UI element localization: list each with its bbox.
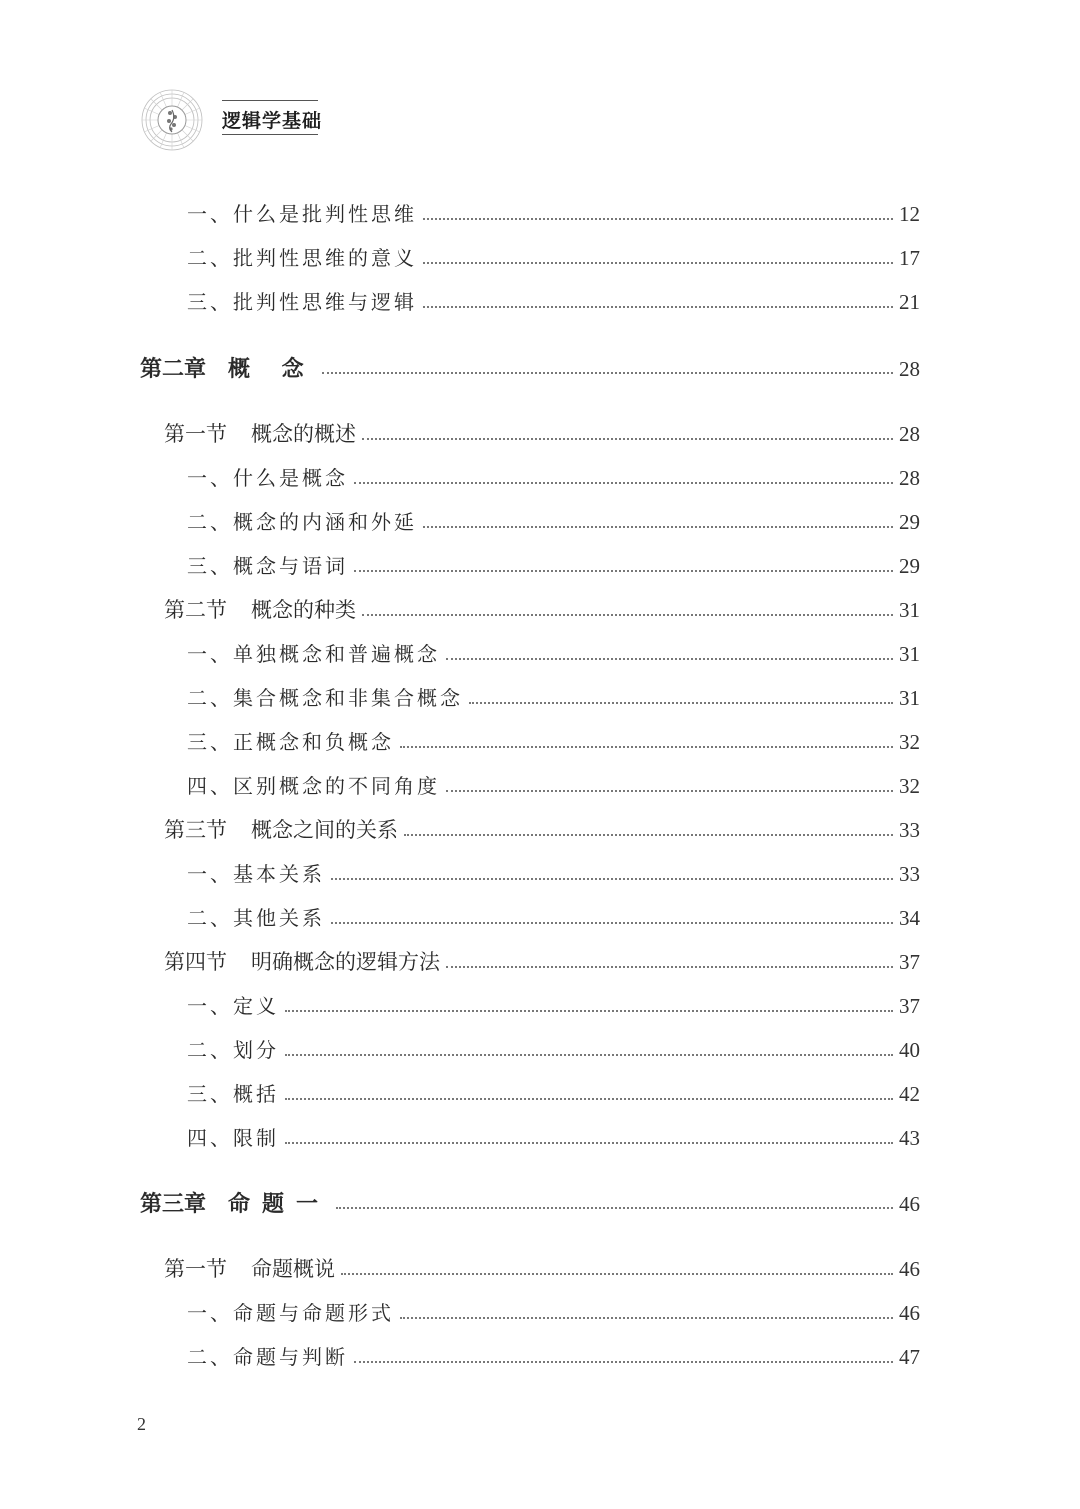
toc-chapter-entry[interactable] <box>140 352 920 386</box>
toc-entry-number: 第一节 <box>164 1257 227 1281</box>
toc-page-number: 21 <box>899 290 920 314</box>
toc-entry-label: 一、什么是批判性思维 <box>187 202 417 226</box>
toc-entry-title: 概念之间的关系 <box>251 818 398 842</box>
dot-leader <box>354 1361 893 1363</box>
toc-item-entry[interactable] <box>187 242 920 276</box>
dot-leader <box>331 878 893 880</box>
toc-entry-label: 二、命题与判断 <box>187 1345 348 1369</box>
toc-page-number: 31 <box>899 686 920 710</box>
dot-leader <box>285 1054 893 1056</box>
toc-item-entry[interactable] <box>187 462 920 496</box>
toc-item-entry[interactable] <box>187 198 920 232</box>
toc-entry-label: 一、什么是概念 <box>187 466 348 490</box>
toc-page-number: 28 <box>899 466 920 490</box>
toc-page-number: 43 <box>899 1126 920 1150</box>
dot-leader <box>285 1142 893 1144</box>
dot-leader <box>400 1317 893 1319</box>
toc-item-entry[interactable] <box>187 1297 920 1331</box>
toc-entry-label: 二、概念的内涵和外延 <box>187 510 417 534</box>
toc-entry-number: 第三节 <box>164 818 227 842</box>
dot-leader <box>354 570 893 572</box>
toc-page-number: 40 <box>899 1038 920 1062</box>
header-rule-bottom <box>222 134 318 135</box>
toc-entry-label <box>140 352 316 383</box>
toc-entry-label <box>164 814 398 844</box>
toc-page-number: 32 <box>899 774 920 798</box>
toc-page-number: 33 <box>899 818 920 842</box>
header-title: 逻辑学基础 <box>222 110 323 132</box>
toc-entry-label: 三、批判性思维与逻辑 <box>187 290 417 314</box>
toc-page-number: 31 <box>899 598 920 622</box>
dot-leader <box>423 218 893 220</box>
toc-section-entry[interactable] <box>164 1253 920 1287</box>
toc-section-entry[interactable] <box>164 814 920 848</box>
toc-entry-label: 四、限制 <box>187 1126 279 1150</box>
toc-chapter-entry[interactable] <box>140 1187 920 1221</box>
toc-page-number: 28 <box>899 357 920 381</box>
toc-entry-label <box>164 946 440 976</box>
toc-item-entry[interactable] <box>187 858 920 892</box>
toc-entry-number: 第三章 <box>140 1192 207 1217</box>
toc-entry-label: 二、批判性思维的意义 <box>187 246 417 270</box>
dot-leader <box>423 526 893 528</box>
dot-leader <box>423 306 893 308</box>
header-rule-top <box>222 100 318 101</box>
toc-page-number: 29 <box>899 554 920 578</box>
dot-leader <box>322 372 893 374</box>
toc-entry-label: 一、命题与命题形式 <box>187 1301 394 1325</box>
toc-entry-label: 二、其他关系 <box>187 906 325 930</box>
toc-entry-title: 概念的种类 <box>251 598 356 622</box>
toc-item-entry[interactable] <box>187 902 920 936</box>
book-logo-icon <box>140 88 204 152</box>
toc-entry-label: 一、定义 <box>187 994 279 1018</box>
toc-item-entry[interactable] <box>187 1341 920 1375</box>
toc-item-entry[interactable] <box>187 1122 920 1156</box>
toc-entry-label: 一、单独概念和普遍概念 <box>187 642 440 666</box>
toc-section-entry[interactable] <box>164 594 920 628</box>
toc-item-entry[interactable] <box>187 286 920 320</box>
dot-leader <box>341 1273 893 1275</box>
toc-entry-label <box>164 1253 335 1283</box>
toc-item-entry[interactable] <box>187 506 920 540</box>
toc-item-entry[interactable] <box>187 726 920 760</box>
toc-section-entry[interactable] <box>164 418 920 452</box>
toc-entry-label: 二、集合概念和非集合概念 <box>187 686 463 710</box>
toc-page-number: 31 <box>899 642 920 666</box>
toc-page-number: 42 <box>899 1082 920 1106</box>
toc-page-number: 46 <box>899 1192 920 1216</box>
toc-item-entry[interactable] <box>187 1034 920 1068</box>
toc-item-entry[interactable] <box>187 770 920 804</box>
dot-leader <box>336 1207 893 1209</box>
toc-entry-label: 四、区别概念的不同角度 <box>187 774 440 798</box>
toc-page-number: 29 <box>899 510 920 534</box>
toc-entry-title: 概念的概述 <box>251 422 356 446</box>
page-number: 2 <box>137 1414 146 1434</box>
toc-entry-label: 二、划分 <box>187 1038 279 1062</box>
toc-item-entry[interactable] <box>187 550 920 584</box>
toc-entry-number: 第二节 <box>164 598 227 622</box>
toc-entry-label <box>164 594 356 624</box>
dot-leader <box>285 1010 893 1012</box>
toc-entry-number: 第二章 <box>140 357 207 382</box>
toc-page-number: 12 <box>899 202 920 226</box>
toc-item-entry[interactable] <box>187 638 920 672</box>
dot-leader <box>423 262 893 264</box>
running-header <box>140 88 340 152</box>
dot-leader <box>362 438 893 440</box>
toc-entry-label: 三、正概念和负概念 <box>187 730 394 754</box>
dot-leader <box>469 702 893 704</box>
toc-section-entry[interactable] <box>164 946 920 980</box>
toc-item-entry[interactable] <box>187 682 920 716</box>
toc-page-number: 28 <box>899 422 920 446</box>
toc-entry-number: 第四节 <box>164 950 227 974</box>
toc-page-number: 34 <box>899 906 920 930</box>
toc-page-number: 32 <box>899 730 920 754</box>
dot-leader <box>285 1098 893 1100</box>
toc-entry-title: 明确概念的逻辑方法 <box>251 950 440 974</box>
toc-page-number: 46 <box>899 1301 920 1325</box>
toc-entry-title: 命题概说 <box>251 1257 335 1281</box>
dot-leader <box>404 834 893 836</box>
dot-leader <box>446 658 893 660</box>
toc-item-entry[interactable] <box>187 990 920 1024</box>
toc-entry-title: 概 念 <box>228 357 316 382</box>
toc-page-number: 17 <box>899 246 920 270</box>
toc-entry-label <box>140 1187 330 1218</box>
dot-leader <box>362 614 893 616</box>
toc-page-number: 37 <box>899 950 920 974</box>
dot-leader <box>446 966 893 968</box>
toc-page-number: 33 <box>899 862 920 886</box>
toc-entry-label: 三、概括 <box>187 1082 279 1106</box>
toc-page-number: 47 <box>899 1345 920 1369</box>
toc-entry-label: 一、基本关系 <box>187 862 325 886</box>
toc-entry-title: 命题一 <box>228 1192 331 1217</box>
toc-page-number: 46 <box>899 1257 920 1281</box>
dot-leader <box>446 790 893 792</box>
dot-leader <box>354 482 893 484</box>
toc-page-number: 37 <box>899 994 920 1018</box>
dot-leader <box>400 746 893 748</box>
toc-item-entry[interactable] <box>187 1078 920 1112</box>
toc-entry-number: 第一节 <box>164 422 227 446</box>
dot-leader <box>331 922 893 924</box>
toc-entry-label: 三、概念与语词 <box>187 554 348 578</box>
toc-entry-label <box>164 418 356 448</box>
